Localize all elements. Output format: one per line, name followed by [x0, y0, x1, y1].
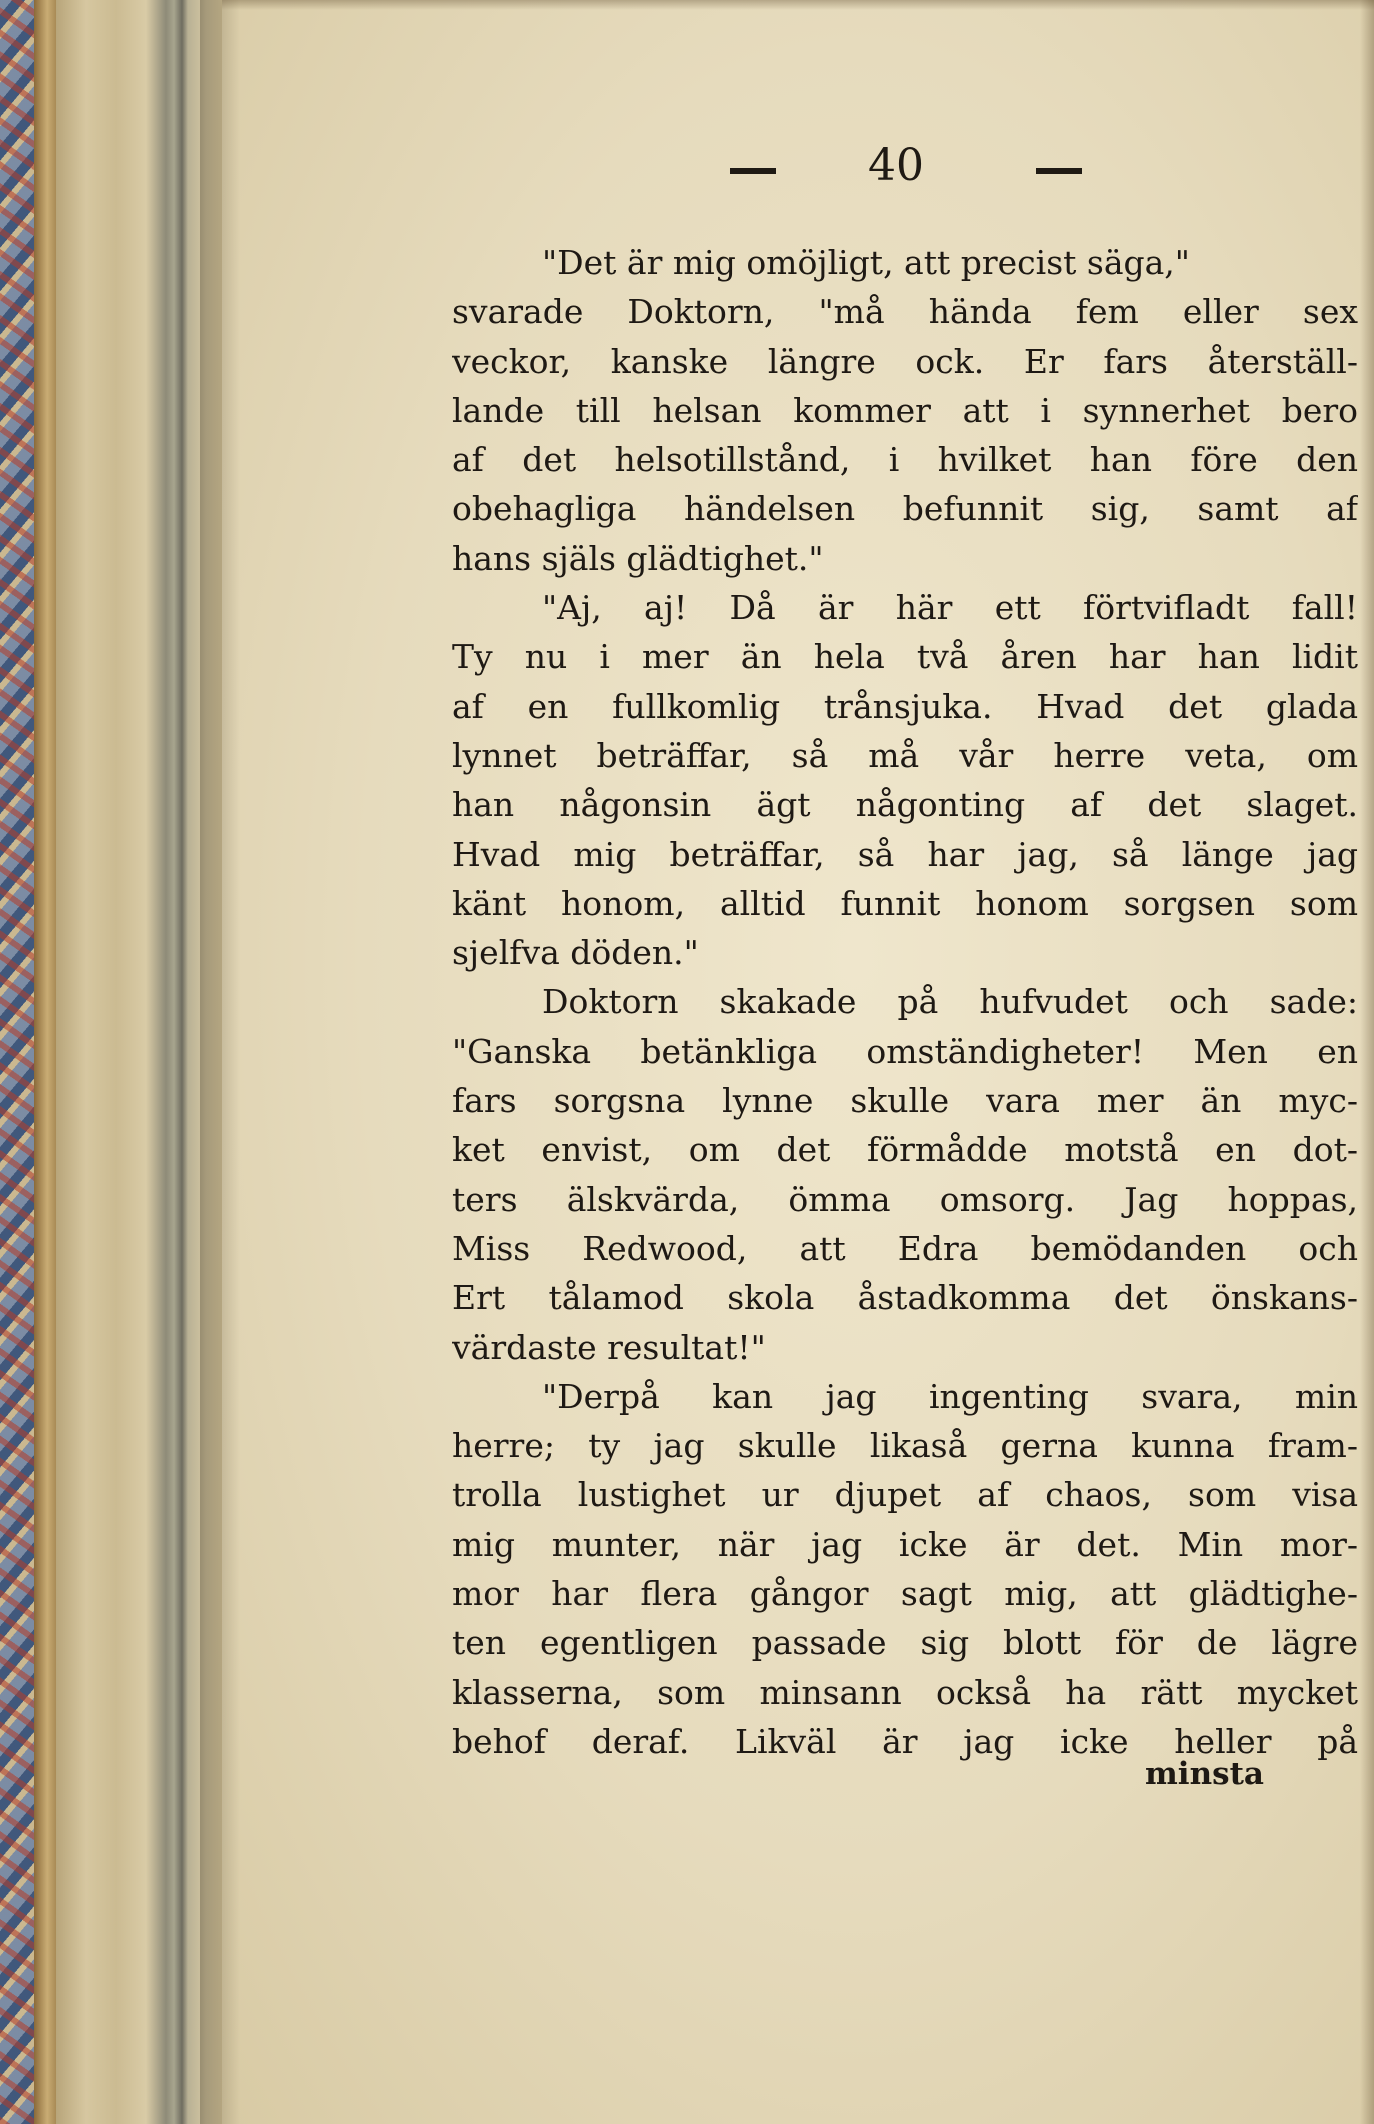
- text-line: "Det är mig omöjligt, att precist säga,": [542, 243, 1190, 282]
- header-dash-right: [1036, 168, 1082, 174]
- text-line: mig munter, när jag icke är det. Min mor-: [452, 1524, 1358, 1564]
- text-line: "Aj, aj! Då är här ett förtvifladt fall!: [542, 588, 1358, 628]
- text-line: Doktorn skakade på hufvudet och sade:: [542, 982, 1358, 1022]
- text-line: Miss Redwood, att Edra bemödanden och: [452, 1228, 1358, 1268]
- text-line: ten egentligen passade sig blott för de lägre: [452, 1623, 1358, 1663]
- text-line: hans själs glädtighet.": [452, 538, 824, 578]
- header-dash-left: [730, 168, 776, 174]
- text-line: obehagliga händelsen befunnit sig, samt af: [452, 489, 1358, 529]
- text-line: känt honom, alltid funnit honom sorgsen som: [452, 883, 1358, 923]
- text-line: mor har flera gångor sagt mig, att glädtighe-: [452, 1574, 1358, 1614]
- marbled-cover: [0, 0, 37, 2124]
- text-line: herre; ty jag skulle likaså gerna kunna fram-: [452, 1426, 1358, 1466]
- text-line: veckor, kanske längre ock. Er fars återställ-: [452, 341, 1358, 381]
- text-line: ket envist, om det förmådde motstå en dot-: [452, 1130, 1358, 1170]
- page-header: [700, 140, 1120, 200]
- text-line: behof deraf. Likväl är jag icke heller på: [452, 1721, 1358, 1761]
- text-line: klasserna, som minsann också ha rätt mycket: [452, 1672, 1358, 1712]
- text-line: sjelfva döden.": [452, 933, 699, 973]
- text-line: lynnet beträffar, så må vår herre veta, om: [452, 735, 1358, 775]
- text-line: Ert tålamod skola åstadkomma det önskans-: [452, 1278, 1358, 1318]
- text-line: Ty nu i mer än hela två åren har han lidit: [452, 637, 1358, 677]
- text-line: af en fullkomlig trånsjuka. Hvad det glada: [452, 686, 1358, 726]
- text-line: värdaste resultat!": [452, 1327, 766, 1367]
- body-text: [452, 238, 1358, 1766]
- cover-edge: [34, 0, 56, 2124]
- gutter-shadow: [200, 0, 240, 2124]
- text-line: af det helsotillstånd, i hvilket han före den: [452, 440, 1358, 480]
- text-line: trolla lustighet ur djupet af chaos, som visa: [452, 1475, 1358, 1515]
- text-line: svarade Doktorn, "må hända fem eller sex: [452, 292, 1358, 332]
- text-line: Hvad mig beträffar, så har jag, så länge jag: [452, 834, 1358, 874]
- text-line: han någonsin ägt någonting af det slaget.: [452, 785, 1358, 825]
- page-right-edge: [1360, 0, 1374, 2124]
- text-line: "Derpå kan jag ingenting svara, min: [542, 1376, 1358, 1416]
- text-line: fars sorgsna lynne skulle vara mer än myc-: [452, 1081, 1358, 1121]
- page-number: 40: [868, 140, 924, 191]
- page-top-edge: [222, 0, 1374, 10]
- text-line: "Ganska betänkliga omständigheter! Men en: [452, 1031, 1358, 1071]
- text-line: lande till helsan kommer att i synnerhet bero: [452, 390, 1358, 430]
- catchword: minsta: [1145, 1756, 1264, 1792]
- text-line: ters älskvärda, ömma omsorg. Jag hoppas,: [452, 1179, 1358, 1219]
